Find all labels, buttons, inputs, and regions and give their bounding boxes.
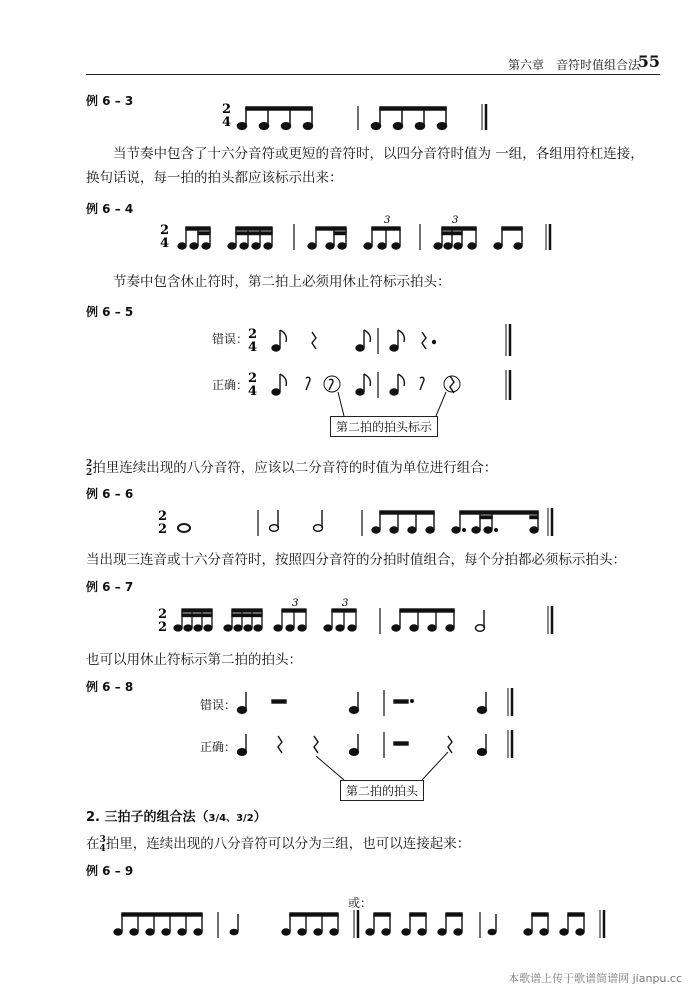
svg-text:2: 2 (158, 509, 168, 524)
svg-text:2: 2 (248, 327, 258, 342)
staff-example-6-4 (150, 214, 570, 256)
svg-text:4: 4 (248, 340, 258, 355)
right-label-6-8: 正确： (200, 740, 237, 754)
time-sig-bottom: 4 (222, 115, 232, 130)
callout-box-6-5: 第二拍的拍头标示 (330, 416, 438, 437)
svg-text:2: 2 (158, 620, 168, 635)
staff-example-6-3 (200, 96, 500, 136)
arrow-line-2 (436, 392, 446, 416)
example-label-6-3: 例 6 – 3 (86, 94, 134, 108)
staff-example-6-9 (100, 904, 620, 948)
example-label-6-7: 例 6 – 7 (86, 580, 134, 594)
whole-note (178, 524, 190, 532)
svg-text:4: 4 (160, 236, 170, 251)
wrong-label-6-8: 错误： (200, 698, 237, 712)
example-label-6-9: 例 6 – 9 (86, 864, 134, 878)
paragraph-1: 当节奏中包含了十六分音符或更短的音符时，以四分音符时值为 一组，各组用符杠连接，换句话说，每一拍的拍头都应该标示出来： (86, 146, 644, 186)
svg-text:4: 4 (248, 384, 258, 399)
example-label-6-6: 例 6 – 6 (86, 487, 134, 501)
paragraph-3: 2 2拍里连续出现的八分音符，应该以二分音符的时值为单位进行组合： (86, 458, 498, 478)
section-heading: 2. 三拍子的组合法（3/4、3/2） (86, 810, 267, 825)
or-label: 或： (348, 896, 373, 910)
wrong-label-6-5: 错误： (212, 332, 249, 346)
paragraph-6: 在3 4拍里，连续出现的八分音符可以分为三组，也可以连接起来： (86, 834, 471, 854)
eighth-group-1 (238, 107, 313, 129)
footer-watermark: 本歌谱上传于歌谱简谱网 jianpu.cc (508, 972, 682, 985)
inline-meter-3-4: 3 4 (99, 834, 106, 854)
arrow-line-1 (338, 392, 344, 416)
header-rule (86, 74, 660, 75)
time-sig-top: 2 (222, 102, 232, 117)
example-label-6-8: 例 6 – 8 (86, 680, 134, 694)
callout-box-6-8: 第二拍的拍头 (340, 780, 424, 801)
staff-example-6-6 (150, 500, 570, 544)
svg-text:3: 3 (342, 598, 349, 609)
running-header (0, 52, 690, 76)
paragraph-4: 当出现三连音或十六分音符时，按照四分音符的分拍时值组合，每个分拍都必须标示拍头： (86, 552, 626, 568)
paragraph-5: 也可以用休止符标示第二拍的拍头： (86, 652, 302, 668)
right-label-6-5: 正确： (212, 378, 249, 392)
example-label-6-5: 例 6 – 5 (86, 305, 134, 319)
inline-meter-2-2: 2 2 (86, 458, 93, 478)
svg-text:2: 2 (160, 223, 170, 238)
page-number: 55 (637, 52, 660, 71)
chapter-title: 第六章 音符时值组合法 (507, 58, 640, 72)
eighth-group-2 (372, 107, 447, 129)
svg-text:3: 3 (452, 215, 459, 226)
svg-text:2: 2 (158, 607, 168, 622)
staff-example-6-7 (150, 596, 570, 640)
tuplet-number: 3 (384, 215, 391, 226)
paragraph-2: 节奏中包含休止符时，第二拍上必须用休止符标示拍头： (113, 274, 451, 290)
svg-text:2: 2 (158, 522, 168, 537)
example-label-6-4: 例 6 – 4 (86, 202, 134, 216)
svg-text:2: 2 (248, 371, 258, 386)
sixteenth-groups (178, 227, 272, 249)
svg-text:3: 3 (292, 598, 299, 609)
